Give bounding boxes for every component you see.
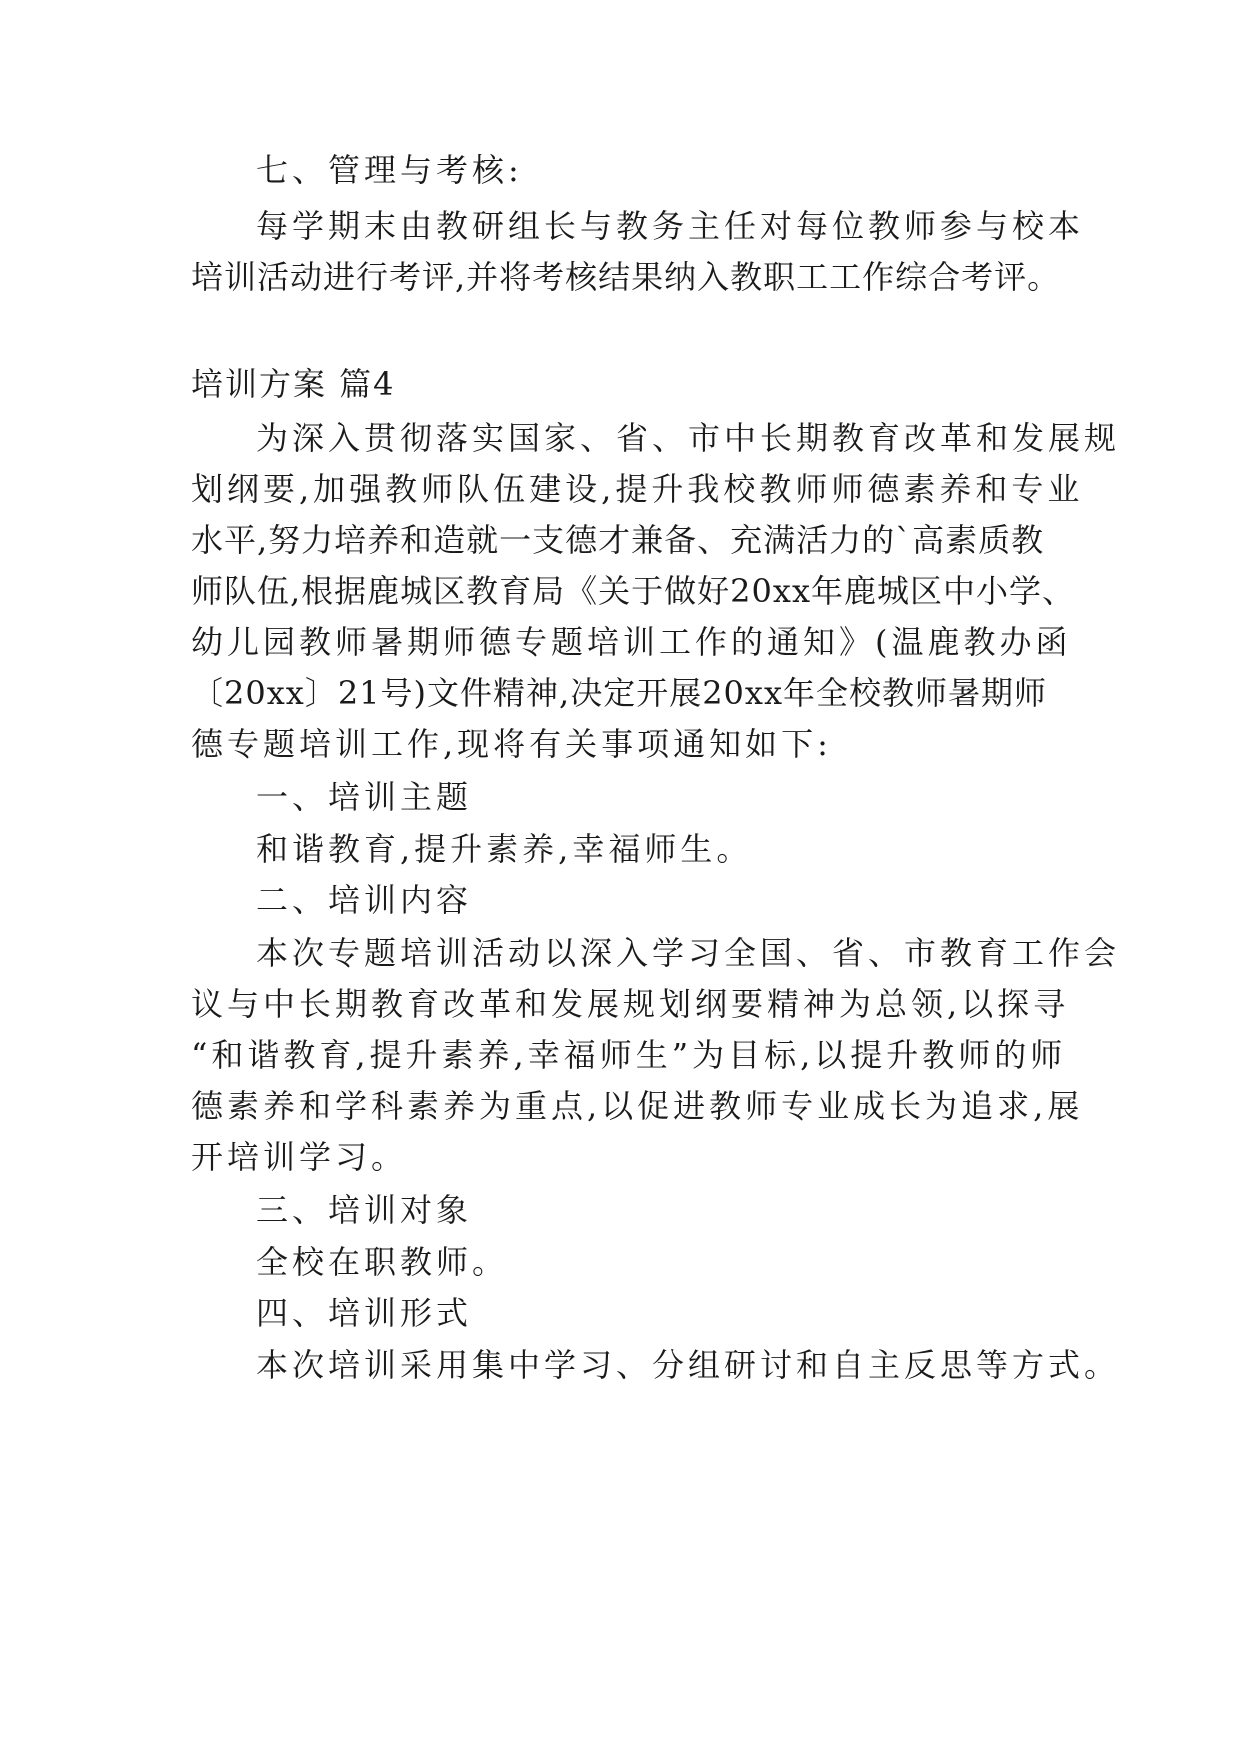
paragraph-line: 为深入贯彻落实国家、省、市中长期教育改革和发展规 [256,419,1121,457]
paragraph-line: 师队伍,根据鹿城区教育局《关于做好20xx年鹿城区中小学、 [191,572,1075,610]
section-heading-management: 七、管理与考核: [256,151,523,189]
section-heading-content: 二、培训内容 [256,881,473,919]
paragraph-line: 德素养和学科素养为重点,以促进教师专业成长为追求,展 [191,1087,1084,1125]
section-heading-theme: 一、培训主题 [256,778,473,816]
paragraph-line: 开培训学习。 [191,1138,408,1176]
form-text: 本次培训采用集中学习、分组研讨和自主反思等方式。 [256,1346,1121,1384]
theme-text: 和谐教育,提升素养,幸福师生。 [256,830,753,868]
paragraph-line: “和谐教育,提升素养,幸福师生”为目标,以提升教师的师 [191,1036,1067,1074]
section-heading-form: 四、培训形式 [256,1294,473,1332]
document-title: 培训方案 篇4 [191,365,396,403]
paragraph-line: 议与中长期教育改革和发展规划纲要精神为总领,以探寻 [191,985,1070,1023]
paragraph-line: 本次专题培训活动以深入学习全国、省、市教育工作会 [256,934,1121,972]
target-text: 全校在职教师。 [256,1243,509,1281]
paragraph-line: 水平,努力培养和造就一支德才兼备、充满活力的`高素质教 [191,521,1045,559]
paragraph-line: 划纲要,加强教师队伍建设,提升我校教师师德素养和专业 [191,470,1084,508]
paragraph-line: 德专题培训工作,现将有关事项通知如下: [191,725,832,763]
paragraph-line: 培训活动进行考评,并将考核结果纳入教职工工作综合考评。 [191,258,1061,296]
paragraph-line: 幼儿园教师暑期师德专题培训工作的通知》(温鹿教办函 [191,623,1072,661]
paragraph-line: 〔20xx〕21号)文件精神,决定开展20xx年全校教师暑期师 [191,674,1048,712]
section-heading-target: 三、培训对象 [256,1191,473,1229]
paragraph-line: 每学期末由教研组长与教务主任对每位教师参与校本 [256,207,1085,245]
